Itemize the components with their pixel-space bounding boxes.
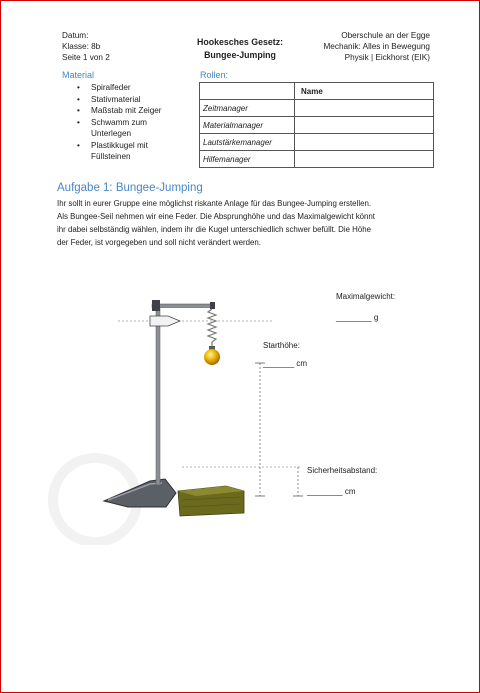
- header-left: [62, 30, 110, 63]
- task-line: der Feder, ist vorgegeben und soll nicht verändert werden.: [57, 238, 261, 247]
- name-input-cell[interactable]: [295, 100, 434, 117]
- stand-rod: [156, 305, 160, 485]
- role-cell: Zeitmanager: [200, 100, 295, 117]
- material-list: [77, 82, 162, 163]
- bungee-setup-illustration: [0, 285, 480, 545]
- table-row: [200, 117, 434, 134]
- pointer: [150, 316, 180, 326]
- table-row: [200, 134, 434, 151]
- safety-distance-field[interactable]: ________ cm: [307, 487, 356, 496]
- task-line: ihr dabei selbständig wählen, indem ihr die Kugel unterschiedlich schwer befüllt. Die Höhe: [57, 225, 372, 234]
- class-label: Klasse: 8b: [62, 42, 101, 51]
- header-right: [323, 30, 430, 63]
- unit-name: Mechanik: Alles in Bewegung: [323, 42, 430, 51]
- table-row: [200, 151, 434, 168]
- start-height-field[interactable]: _______ cm: [263, 359, 308, 368]
- safety-distance-label: Sicherheitsabstand:: [307, 466, 378, 475]
- role-cell: Lautstärkemanager: [200, 134, 295, 151]
- role-cell: Materialmanager: [200, 117, 295, 134]
- max-weight-field[interactable]: ________ g: [336, 313, 379, 322]
- roles-heading: Rollen:: [200, 70, 229, 80]
- list-item: • Plastikkugel mit: [77, 140, 162, 152]
- list-item: • Spiralfeder: [77, 82, 162, 94]
- title-line-2: Bungee-Jumping: [204, 50, 276, 60]
- name-input-cell[interactable]: [295, 117, 434, 134]
- list-item-continuation: [77, 128, 162, 140]
- table-header-row: [200, 83, 434, 100]
- start-height-label: Starthöhe:: [263, 341, 300, 350]
- list-item-text: Füllsteinen: [91, 152, 131, 161]
- task-paragraph: [57, 197, 437, 249]
- task-heading: Aufgabe 1: Bungee-Jumping: [57, 182, 203, 194]
- list-item: • Schwamm zum: [77, 117, 162, 129]
- list-item-text: Unterlegen: [91, 129, 132, 138]
- teacher-name: Physik | Eickhorst (EIK): [344, 53, 430, 62]
- school-name: Oberschule an der Egge: [341, 31, 430, 40]
- roles-table: [199, 82, 434, 168]
- table-row: [200, 100, 434, 117]
- list-item: • Stativmaterial: [77, 94, 162, 106]
- max-weight-label: Maximalgewicht:: [336, 292, 396, 301]
- list-item: • Maßstab mit Zeiger: [77, 105, 162, 117]
- spring: [208, 309, 216, 347]
- stand-base: [104, 479, 176, 507]
- list-item-continuation: [77, 151, 162, 163]
- name-input-cell[interactable]: [295, 134, 434, 151]
- material-heading: Material: [62, 70, 95, 80]
- page-number: Seite 1 von 2: [62, 53, 110, 62]
- plastic-ball: [204, 349, 220, 365]
- title-line-1: Hookesches Gesetz:: [196, 37, 284, 47]
- crossbar: [152, 304, 214, 308]
- crossbar-end: [210, 302, 215, 309]
- document-title: [176, 36, 304, 62]
- table-cell: [200, 83, 295, 100]
- clamp: [152, 300, 160, 311]
- name-column-header: Name: [295, 83, 434, 100]
- task-line: Ihr sollt in eurer Gruppe eine möglichst riskante Anlage für das Bungee-Jumping erstellen.: [57, 199, 372, 208]
- task-line: Als Bungee-Seil nehmen wir eine Feder. Die Absprunghöhe und das Maximalgewicht könnt: [57, 212, 376, 221]
- name-input-cell[interactable]: [295, 151, 434, 168]
- role-cell: Hilfemanager: [200, 151, 295, 168]
- date-label: Datum:: [62, 31, 89, 40]
